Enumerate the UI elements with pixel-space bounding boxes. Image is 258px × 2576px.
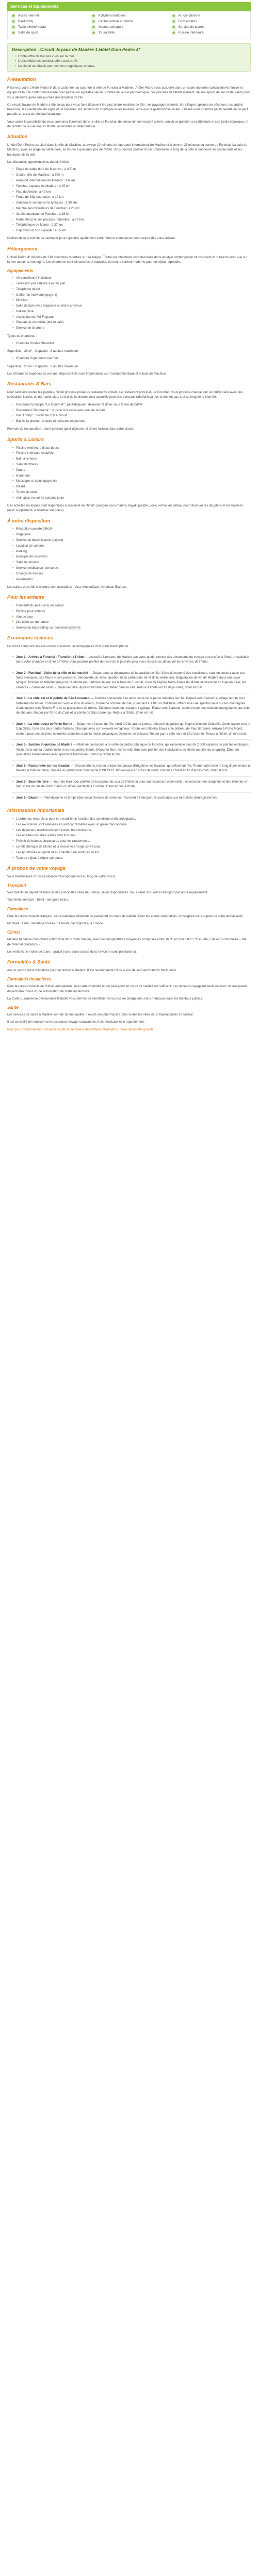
list-item: • Chambre Double Standard	[12, 341, 251, 346]
list-item: • Coffre-fort individuel (payant)	[12, 293, 251, 297]
equipements-list	[7, 276, 251, 330]
service-item: ◉ TV satellite	[91, 30, 167, 36]
list-item: • Télévision par satellite à écran plat	[12, 281, 251, 286]
list-item: • Funchal, capitale de Madère : à 25 km	[12, 184, 251, 189]
list-item: • Service médical sur demande	[12, 566, 251, 570]
transport-title: Transport	[7, 883, 27, 888]
excursion-title: Jour 2 - Funchal - Visite de la ville et du marché	[16, 671, 88, 675]
important-list	[7, 817, 251, 860]
hebergement-title: Hébergement	[7, 246, 38, 251]
service-item: ◉ Accès internet	[11, 13, 87, 19]
list-item: • Balcon privé	[12, 309, 251, 314]
excursion-title: Jour 6 - Randonnée sur les levadas	[16, 764, 70, 768]
list-item: • Salle de réunion	[12, 560, 251, 565]
list-item: • Animation en soirée certains jours	[12, 496, 251, 500]
list-item: • Piscine intérieure chauffée	[12, 451, 251, 455]
list-item: • Service de blanchisserie (payant)	[12, 538, 251, 543]
list-item: • Restaurant principal "Le Gourmet" : petit-déjeuner, déjeuner et dîner sous forme de buffet	[12, 402, 251, 407]
excursion-text: Journée libre pour profiter de la piscine, du spa de l'hôtel ou pour une excursion optionnelle : observation des dauphins et des baleines en mer, visite de l'île de Porto Santo ou dîner spectacle à Funchal. Dîner et nuit à l'hôtel.	[16, 779, 249, 789]
list-item: • Salle de fitness	[12, 462, 251, 467]
paragraph: Ce circuit Joyaux de Madère a été conçu pour vous faire découvrir les plus beaux endroits de l'île : les paysages naturels, les villages typiques de pêcheurs, les jardins tropicaux, les plantations de vigne et de bananes, les sentiers de montagne et les levadas, ainsi que la gastronomie locale. Laissez-vous charmer par la beauté de ce petit paradis au cœur de l'océan Atlantique.	[7, 103, 248, 116]
sports-list	[7, 446, 251, 500]
list-item: • Location de voitures	[12, 544, 251, 548]
pool-icon: ◉	[171, 30, 176, 36]
list-item: • Les pourboires au guide et au chauffeur ne sont pas inclus.	[12, 850, 251, 855]
list-item: • Porto Moniz et ses piscines naturelles : à 70 km	[12, 217, 251, 222]
restaurants-list	[7, 402, 251, 424]
list-item: • Pico do Arieiro : à 40 km	[12, 190, 251, 194]
hebergement-section	[7, 246, 251, 377]
service-item: ◉ Table d'hôte/restau	[11, 25, 87, 30]
list-item: • Tennis de table	[12, 490, 251, 495]
transfer-icon: ◉	[91, 25, 96, 30]
presentation-section	[7, 76, 251, 129]
paragraph: Madère bénéficie d'un climat subtropical doux toute l'année, avec des températures moyennes comprises entre 16 °C en hiver et 25 °C en été. L'île est surnommée « l'île de l'éternel printemps ».	[7, 938, 247, 946]
paragraph: Vols directs au départ de Paris et des principales villes de France, selon disponibilités. Vous serez accueilli à l'aéroport par notre représentant.	[7, 891, 208, 895]
douane-title: Formalités douanières	[7, 977, 52, 982]
paragraph: La Carte Européenne d'Assurance Maladie vous permet de bénéficier de la prise en charge des soins médicaux dans les hôpitaux publics.	[7, 996, 203, 1001]
list-item: • Le téléphérique de Monte et la descente en luge sont inclus.	[12, 844, 251, 849]
paragraph: Pour les ressortissants français : carte nationale d'identité ou passeport en cours de validité. Pour les autres nationalités, renseignez-vous auprès de votre ambassade.	[7, 914, 244, 918]
description-box	[7, 43, 251, 72]
excursions-title: Excursions incluses	[7, 635, 53, 641]
excursion-text: Départ vers l'ouest de l'île. Arrêt à Câmara de Lobos, petit port de pêche qui inspira Winston Churchill. Continuation vers le Cap Girão, l'une des plus hautes falaises d'Europe avec son skywalk vertigineux. Route vers Ribeira Brava et le plateau de Paul da Serra. Arrivée à Porto Moniz, célèbre pour ses piscines naturelles creusées dans la roche volcanique. Déjeuner de poisson. Retour par la côte nord et São Vicente. Retour à l'hôtel, dîner et nuit.	[16, 722, 250, 736]
info-link[interactable]: Pour plus d'informations, consultez le site du ministère des Affaires étrangères : www.diplomatie.gouv.fr	[7, 1027, 153, 1031]
list-item: • Service de baby-sitting sur demande (payant)	[12, 625, 251, 630]
paragraph: Formule de restauration : demi-pension (petit-déjeuner et dîner) incluse dans votre circuit.	[7, 427, 134, 431]
page	[7, 0, 251, 1045]
paragraph: Le circuit comprend les excursions suivantes, accompagnées d'un guide francophone :	[7, 645, 130, 649]
sejour-section	[7, 865, 251, 954]
excursion-title: Jour 5 - Jardins et quintas de Madère	[16, 743, 73, 747]
ac-icon: ◉	[171, 13, 176, 19]
list-item: • Les entrées des sites visités sont incluses.	[12, 833, 251, 838]
restaurants-title: Restaurants & Bars	[7, 381, 52, 387]
excursion-item: • Jour 3 - La côte est et la pointe de São Lourenço — Journée consacrée à la découverte de la partie orientale de l'île. Départ vers Camacha, village réputé pour l'artisanat de l'osier. Continuation vers le Pico do Arieiro, troisième sommet de l'île, culminant à 1 818 m d'altitude, offrant une vue spectaculaire sur les montagnes. Continuation vers Ribeiro Frio et sa pisciculture de truites. Déjeuner dans un restaurant typique. Route vers Santana, célèbre pour ses maisons triangulaires aux toits de chaume. Retour par Porto da Cruz et la pointe de São Lourenço. Retour à l'hôtel, dîner et nuit.	[12, 693, 251, 718]
room-types-label: Types de chambres :	[7, 334, 37, 338]
list-item: • Accès internet Wi-Fi gratuit	[12, 315, 251, 319]
list-item: • Hammam	[12, 473, 251, 478]
list-item: • Centre-ville de Machico : à 300 m	[12, 173, 251, 177]
list-item: • Salle de bain avec baignoire et sèche-cheveux	[12, 303, 251, 308]
restaurant-icon: ◉	[11, 25, 16, 30]
list-item: • Plateau de courtoisie (thé et café)	[12, 320, 251, 325]
list-item: • Cap Girão et son skywalk : à 35 km	[12, 228, 251, 233]
list-item: • Mini-bar	[12, 298, 251, 302]
list-item: • L'ordre des excursions peut être modifié en fonction des conditions météorologiques.	[12, 817, 251, 821]
description-bullet: • L'ensemble des services offert sont de 4*.	[15, 59, 246, 63]
list-item: • Massages et soins (payants)	[12, 479, 251, 483]
laundry-icon: ◉	[171, 25, 176, 30]
list-item: • Taxe de séjour à régler sur place.	[12, 856, 251, 860]
list-item: • Bar de la piscine : snacks et boissons en journée	[12, 419, 251, 423]
services-panel	[7, 2, 251, 39]
list-item: • Réception ouverte 24h/24	[12, 527, 251, 531]
list-item: • Lits bébé sur demande	[12, 620, 251, 624]
description-title: Description - Circuit Joyaux de Madère 1.Hôtel Dom Pedro 4*	[12, 47, 140, 52]
excursion-text: Petit-déjeuner et temps libre selon l'horaire de votre vol. Transfert à l'aéroport et assistance aux formalités d'enregistrement.	[43, 795, 219, 800]
excursion-title: Jour 8 - Départ	[16, 795, 39, 800]
paragraph: Superficie : 26 m² - Capacité : 3 adultes maximum	[7, 349, 78, 353]
important-title: Informations importantes	[7, 808, 64, 814]
service-item: ◉ Club enfants	[171, 19, 247, 24]
list-item: • Les excursions sont réalisées en autocar climatisé avec un guide francophone.	[12, 822, 251, 827]
list-item: • Restaurant "Panorama" : cuisine à la carte avec vue sur la baie	[12, 408, 251, 413]
description-bullet: • Le circuit est étudié pour voir les magnifiques criques.	[15, 64, 246, 69]
service-item: ◉ Air conditionné	[171, 13, 247, 19]
paragraph: Transferts aéroport - hôtel - aéroport inclus.	[7, 898, 69, 902]
excursion-text: Accueil à l'aéroport de Madère par votre guide, remise des documents de voyage et transfert à l'hôtel. Installation dans votre chambre et dîner à l'hôtel. Vous pourrez profiter du reste de la journée pour vous reposer ou découvrir les environs de l'hôtel.	[16, 655, 249, 664]
list-item: • Jardin botanique de Funchal : à 28 km	[12, 212, 251, 216]
list-item: • Téléphérique de Monte : à 27 km	[12, 223, 251, 227]
list-item: • Boutique de souvenirs	[12, 554, 251, 559]
list-item: • Les déjeuners mentionnés sont inclus, hors boissons.	[12, 828, 251, 833]
list-item: • Bagagerie	[12, 532, 251, 537]
list-item: • Change de devises	[12, 571, 251, 576]
enfants-section	[7, 594, 251, 630]
excursion-item: • Jour 1 - Arrivée à Funchal - Transfert à l'hôtel — Accueil à l'aéroport de Madère par votre guide, remise des documents de voyage et transfert à l'hôtel. Installation dans votre chambre et dîner à l'hôtel. Vous pourrez profiter du reste de la journée pour vous reposer ou découvrir les environs de l'hôtel.	[12, 652, 251, 667]
wifi-icon: ◉	[11, 13, 16, 19]
list-item: • Chambre Supérieure vue mer	[12, 356, 251, 361]
paragraph: L'Hôtel Pedro 4* dispose de 218 chambres réparties sur 14 étages. Toutes les chambres sont décorées dans un style contemporain et disposent d'un balcon avec vue sur la mer ou sur la montagne. Les chambres sont climatisées et équipées de tout le confort moderne pour un séjour agréable.	[7, 255, 248, 264]
paragraph: Des activités nautiques sont disponibles à proximité de l'hôtel : plongée sous-marine, kayak, paddle, voile, sorties en bateau pour observer les dauphins et les baleines (avec supplément, à réserver sur place).	[7, 504, 244, 513]
excursion-text: Départ pour la découverte de la capitale de l'île. Visite du marché des travailleurs, haut en couleur avec ses fruits exotiques, ses fleurs et ses poissons. Découverte du vieux quartier, de la cathédrale Sé et de la vieille ville. Dégustation de vin de Madère dans une cave typique. Montée en téléphérique jusqu'à Monte pour admirer la vue sur la baie de Funchal, visite de l'église Notre-Dame du Monte et descente en luge en osier, les célèbres « carros de cesto ». Déjeuner libre. Après-midi libre pour flâner dans la ville. Retour à l'hôtel en fin de journée, dîner et nuit.	[16, 671, 247, 689]
excursion-title: Jour 7 - Journée libre	[16, 779, 49, 784]
paragraph: Aucun vaccin n'est obligatoire pour se rendre à Madère. Il est recommandé d'être à jour de ses vaccinations habituelles.	[7, 968, 177, 972]
room-type-2	[7, 356, 251, 361]
paragraph: Les enfants de moins de 2 ans : gratuit (sans place assise dans l'avion et sans prestations).	[7, 950, 137, 954]
restaurants-section	[7, 381, 251, 431]
list-item: • Billard	[12, 484, 251, 489]
list-item: • Aire de jeux	[12, 615, 251, 619]
paragraph: Réservez votre L'Hôtel Pedro 5' dans Lisbonne, au cœur de la ville de Funchal à Madère. L'hôtel Pedro vous accueille dans un cadre moderne spécialement rénové et équipé de tout le confort nécessaire pour passer un agréable séjour. Profitez de la vue panoramique, des piscines de l'établissement, de son spa et de ses restaurants pour vous détendre après une journée d'exploration de l'île.	[7, 86, 250, 99]
service-item: ◉ Bar/Lobby	[11, 19, 87, 24]
list-item: • Parking	[12, 549, 251, 554]
excursion-title: Jour 4 - La côte ouest et Porto Moniz	[16, 722, 72, 726]
list-item: • Ascenseurs	[12, 577, 251, 582]
services-header: Services et équipements	[7, 2, 251, 11]
excursion-text: Journée consacrée à la découverte de la partie orientale de l'île. Départ vers Camacha, village réputé pour l'artisanat de l'osier. Continuation vers le Pico do Arieiro, troisième sommet de l'île, culminant à 1 818 m d'altitude, offrant une vue spectaculaire sur les montagnes. Continuation vers Ribeiro Frio et sa pisciculture de truites. Déjeuner dans un restaurant typique. Route vers Santana, célèbre pour ses maisons triangulaires aux toits de chaume. Retour par Porto da Cruz et la pointe de São Lourenço. Retour à l'hôtel, dîner et nuit.	[16, 697, 250, 715]
list-item: • Aéroport international de Madère : à 6 km	[12, 178, 251, 183]
autre-title: À votre disposition	[7, 518, 51, 523]
excursion-item: • Jour 4 - La côte ouest et Porto Moniz — Départ vers l'ouest de l'île. Arrêt à Câmara de Lobos, petit port de pêche qui inspira Winston Churchill. Continuation vers le Cap Girão, l'une des plus hautes falaises d'Europe avec son skywalk vertigineux. Route vers Ribeira Brava et le plateau de Paul da Serra. Arrivée à Porto Moniz, célèbre pour ses piscines naturelles creusées dans la roche volcanique. Déjeuner de poisson. Retour par la côte nord et São Vicente. Retour à l'hôtel, dîner et nuit.	[12, 719, 251, 739]
service-item: ◉ Salle de sport	[11, 30, 87, 36]
presentation-title: Présentation	[7, 77, 36, 82]
fitness-icon: ◉	[91, 19, 96, 24]
sante-title: Santé	[7, 1005, 19, 1010]
description-bullets	[8, 54, 250, 71]
list-item: • Service de chambre	[12, 326, 251, 330]
spa-icon: ◉	[11, 30, 16, 36]
enfants-title: Pour les enfants	[7, 595, 44, 600]
list-item: • Marché des travailleurs de Funchal : à 25 km	[12, 206, 251, 211]
formalites-section	[7, 959, 251, 1032]
excursion-item: • Jour 2 - Funchal - Visite de la ville et du marché — Départ pour la découverte de la capitale de l'île. Visite du marché des travailleurs, haut en couleur avec ses fruits exotiques, ses fleurs et ses poissons. Découverte du vieux quartier, de la cathédrale Sé et de la vieille ville. Dégustation de vin de Madère dans une cave typique. Montée en téléphérique jusqu'à Monte pour admirer la vue sur la baie de Funchal, visite de l'église Notre-Dame du Monte et descente en luge en osier, les célèbres « carros de cesto ». Déjeuner libre. Après-midi libre pour flâner dans la ville. Retour à l'hôtel en fin de journée, dîner et nuit.	[12, 668, 251, 692]
room-type-1	[7, 341, 251, 346]
paragraph: Les cartes de crédit suivantes sont acceptées : Visa, MasterCard, American Express.	[7, 585, 128, 589]
list-item: • Bar "Lobby" : ouvert de 10h à minuit	[12, 413, 251, 418]
paragraph: L'hôtel Dom Pedro est situé dans la ville de Machico, à environ 10 minutes de l'aéroport international de Madère et à environ 25 minutes du centre de Funchal. La baie de Machico, avec sa plage de sable doré, se trouve à quelques pas de l'hôtel. Vous pourrez profiter d'une promenade le long de la côte et découvrir les restaurants et les boutiques de la ville.	[7, 143, 247, 157]
list-item: • Bain à remous	[12, 456, 251, 461]
sports-section	[7, 436, 251, 513]
excursion-text: Découverte du réseau unique de canaux d'irrigation, les levadas, qui sillonnent l'île. Promenade facile le long d'une levada à travers la forêt laurifère, classée au patrimoine mondial de l'UNESCO. Pique-nique en cours de route. Retour à l'hôtel en fin d'après-midi, dîner et nuit.	[16, 764, 250, 773]
excursion-title: Jour 3 - La côte est et la pointe de São Lourenço	[16, 697, 90, 701]
climat-title: Climat	[7, 930, 20, 935]
paragraph: Pour les ressortissants de l'Union européenne, une carte d'identité ou un passeport en cours de validité est suffisant. Les mineurs voyageant seuls ou avec un seul parent doivent être munis d'une autorisation de sortie du territoire.	[7, 985, 248, 993]
list-item: • Téléphone direct	[12, 287, 251, 292]
enfants-list	[7, 603, 251, 630]
autre-list	[7, 527, 251, 581]
paragraph: Les services de santé à Madère sont de bonne qualité. Il existe des pharmacies dans toutes les villes et un hôpital public à Funchal.	[7, 1013, 194, 1017]
list-item: • Club enfants (4-12 ans) en saison	[12, 603, 251, 608]
paragraph: Vous bénéficierez d'une assistance francophone tout au long de votre circuit.	[7, 874, 116, 878]
paragraph: Pour satisfaire toutes les papilles, l'hôtel propose plusieurs restaurants et bars. Le restaurant principal, Le Gourmet, vous propose chaque jour un buffet varié avec des spécialités locales et internationales. Le bar de la piscine vous accueille pour des boissons rafraîchissantes et des en-cas tout au long de la journée.	[7, 391, 243, 399]
tv-icon: ◉	[91, 30, 96, 36]
formalites-sub-title: Formalités	[7, 906, 28, 911]
excursion-title: Jour 1 - Arrivée à Funchal - Transfert à l'hôtel	[16, 655, 85, 659]
paragraph: Il est conseillé de souscrire une assurance voyage couvrant les frais médicaux et le rapatriement.	[7, 1020, 145, 1024]
sports-title: Sports & Loisirs	[7, 436, 44, 442]
paragraph: Vous aurez la possibilité de vous promener librement dans la ville de Funchal, de découvrir son marché coloré, son vieux quartier, sa cathédrale et son jardin botanique, et de profiter de la vue depuis Monte, accessible en téléphérique.	[7, 120, 249, 129]
list-item: • Air conditionné individuel	[12, 276, 251, 280]
bar-icon: ◉	[11, 19, 16, 24]
list-item: • Piscine extérieure d'eau douce	[12, 446, 251, 450]
service-item: ◉ Piscine intérieure	[171, 30, 247, 36]
paragraph: Monnaie : Euro. Décalage horaire : -1 heure par rapport à la France.	[7, 921, 104, 925]
excursion-item: • Jour 8 - Départ — Petit-déjeuner et temps libre selon l'horaire de votre vol. Transfert à l'aéroport et assistance aux formalités d'enregistrement.	[12, 792, 251, 803]
important-section	[7, 807, 251, 860]
situation-section	[7, 133, 251, 241]
list-item: • Santana et ses maisons typiques : à 30 km	[12, 200, 251, 205]
paragraph: Les Chambres Supérieures vue mer disposent de vues imprenables sur l'océan Atlantique et la baie de Machico.	[7, 372, 167, 376]
activities-icon: ◉	[91, 13, 96, 19]
formalites-title: Formalités & Santé	[7, 959, 51, 965]
excursion-item: • Jour 6 - Randonnée sur les levadas — Découverte du réseau unique de canaux d'irrigation, les levadas, qui sillonnent l'île. Promenade facile le long d'une levada à travers la forêt laurifère, classée au patrimoine mondial de l'UNESCO. Pique-nique en cours de route. Retour à l'hôtel en fin d'après-midi, dîner et nuit.	[12, 760, 251, 776]
excursion-item: • Jour 5 - Jardins et quintas de Madère — Matinée consacrée à la visite du jardin botanique de Funchal, qui rassemble plus de 2 000 espèces de plantes exotiques. Visite d'une quinta traditionnelle et de ses jardins fleuris. Déjeuner libre. Après-midi libre pour profiter des installations de l'hôtel ou faire du shopping. Dîner de spécialités madériennes avec spectacle folklorique. Retour à l'hôtel et nuit.	[12, 739, 251, 759]
paragraph: Superficie : 28 m² - Capacité : 3 adultes maximum	[7, 364, 78, 368]
service-item: ◉ Navette aéroport	[91, 25, 167, 30]
service-item: ◉ Centre remise en forme	[91, 19, 167, 24]
situation-title: Situation	[7, 134, 28, 140]
equipements-title: Équipements	[7, 268, 34, 274]
sejour-title: À propos de votre voyage	[7, 865, 66, 871]
list-item: • Sauna	[12, 468, 251, 472]
excursions-list	[7, 652, 251, 803]
excursion-text: Matinée consacrée à la visite du jardin botanique de Funchal, qui rassemble plus de 2 000 espèces de plantes exotiques. Visite d'une quinta traditionnelle et de ses jardins fleuris. Déjeuner libre. Après-midi libre pour profiter des installations de l'hôtel ou faire du shopping. Dîner de spécialités madériennes avec spectacle folklorique. Retour à l'hôtel et nuit.	[16, 743, 249, 756]
autre-section	[7, 518, 251, 590]
list-item: • Prévoir de bonnes chaussures pour les randonnées.	[12, 839, 251, 843]
paragraph: Les distances approximatives depuis l'hôtel :	[7, 160, 71, 164]
list-item: • Plage de sable doré de Machico : à 200 m	[12, 167, 251, 172]
paragraph: Profitez de la proximité de l'aéroport pour rejoindre rapidement votre hôtel et commencer votre séjour dès votre arrivée.	[7, 236, 176, 241]
kids-icon: ◉	[171, 19, 176, 24]
situation-list	[7, 167, 251, 233]
service-item: ◉ Activités nautiques	[91, 13, 167, 19]
list-item: • Piscine pour enfants	[12, 609, 251, 614]
description-bullet: • L'hôtel offre de bonnes vues sur la mer.	[15, 54, 246, 59]
service-item: ◉ Service de laverie	[171, 25, 247, 30]
list-item: • Ponta de São Lourenço : à 12 km	[12, 195, 251, 199]
excursion-item: • Jour 7 - Journée libre — Journée libre pour profiter de la piscine, du spa de l'hôtel ou pour une excursion optionnelle : observation des dauphins et des baleines en mer, visite de l'île de Porto Santo ou dîner spectacle à Funchal. Dîner et nuit à l'hôtel.	[12, 776, 251, 792]
services-grid	[7, 11, 251, 39]
excursions-section	[7, 635, 251, 803]
